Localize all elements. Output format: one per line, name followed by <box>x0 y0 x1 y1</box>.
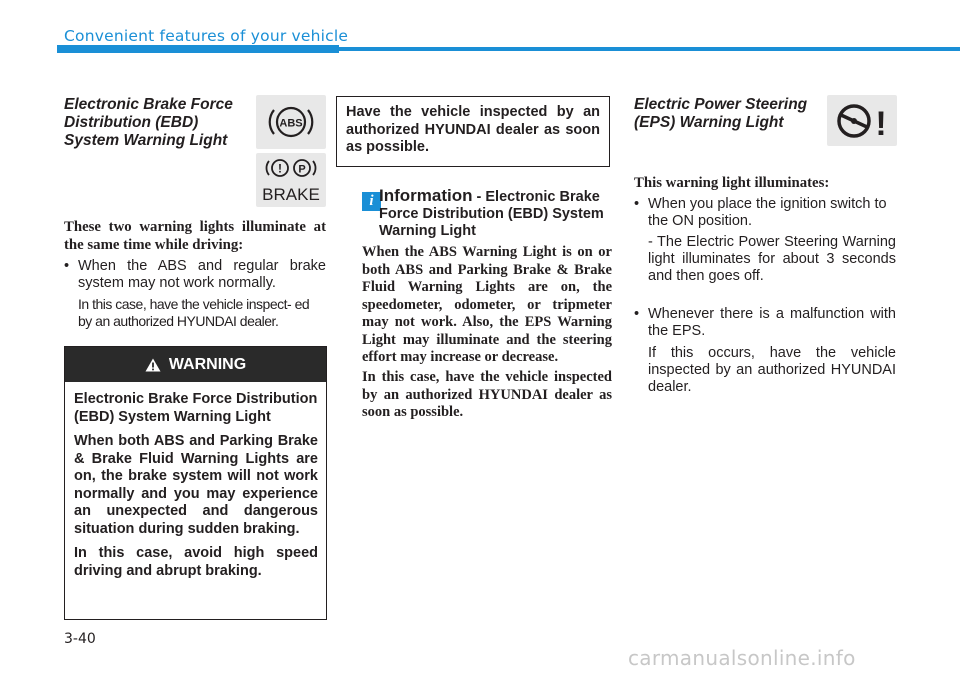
header-rule-accent <box>57 45 339 53</box>
eps-icon-mark: ! <box>875 105 887 143</box>
warning-triangle-icon <box>145 358 161 372</box>
parking-brake-mark: P <box>298 163 306 176</box>
info-subtitle: - Electronic Brake Force Distribution (EBD) System Warning Light <box>379 189 604 239</box>
info-title <box>379 187 614 240</box>
warning-box <box>64 346 327 620</box>
eps-warning-icon <box>827 95 897 146</box>
ebd-bullet-note: In this case, have the vehicle inspect- ed by an authorized HYUNDAI dealer. <box>78 296 310 329</box>
eps-lead: This warning light illuminates: <box>634 175 830 191</box>
page-number: 3-40 <box>64 631 96 647</box>
header-title: Convenient features of your vehicle <box>64 27 349 45</box>
brake-icon-label: BRAKE <box>262 185 320 204</box>
eps-section-title: Electric Power Steering (EPS) Warning Light <box>634 96 808 131</box>
abs-icon-label: ABS <box>279 117 303 130</box>
warning-text-1: When both ABS and Parking Brake & Brake Fluid Warning Lights are on, the brake system will not work normally and you may experience an unexpected and dangerous situation during sudden braking. <box>74 433 318 537</box>
warning-text-2: In this case, avoid high speed driving and abrupt braking. <box>74 545 318 579</box>
brake-fluid-mark: ! <box>278 161 282 176</box>
eps-bullet-2-note: If this occurs, have the vehicle inspected by an authorized HYUNDAI dealer. <box>648 345 896 395</box>
watermark: carmanualsonline.info <box>628 646 856 670</box>
eps-bullet-2: • Whenever there is a malfunction with the EPS. <box>634 306 896 339</box>
eps-bullet-1-note: - The Electric Power Steering Warning light illuminates for about 3 seconds and then goes off. <box>648 234 896 284</box>
brake-warning-icon <box>256 153 326 207</box>
inspect-notice-box: Have the vehicle inspected by an authorized HYUNDAI dealer as soon as possible. <box>336 96 610 167</box>
warning-heading: WARNING <box>168 355 247 373</box>
info-paragraph-1: When the ABS Warning Light is on or both ABS and Parking Brake & Brake Fluid Warning Lights are on, the speedometer, odometer, or tripmeter may not work. Also, the EPS Warning Light may illuminate and the steering effort may increase or decrease. <box>362 244 612 365</box>
ebd-section-title: Electronic Brake Force Distribution (EBD) System Warning Light <box>64 96 233 149</box>
ebd-lead: These two warning lights illuminate at the same time while driving: <box>64 219 326 253</box>
abs-warning-icon <box>256 95 326 149</box>
warning-header <box>65 347 326 382</box>
eps-bullet-1: • When you place the ignition switch to the ON position. <box>634 196 887 229</box>
bullet-dot: • <box>64 258 70 274</box>
info-icon: i <box>362 192 381 211</box>
info-label: Information <box>379 186 473 205</box>
info-paragraph-2: In this case, have the vehicle inspected by an authorized HYUNDAI dealer as soon as possible. <box>362 369 612 420</box>
ebd-bullet: • When the ABS and regular brake system may not work normally. <box>64 258 326 291</box>
warning-body <box>65 382 326 580</box>
warning-title: Electronic Brake Force Distribution (EBD) System Warning Light <box>74 391 318 425</box>
